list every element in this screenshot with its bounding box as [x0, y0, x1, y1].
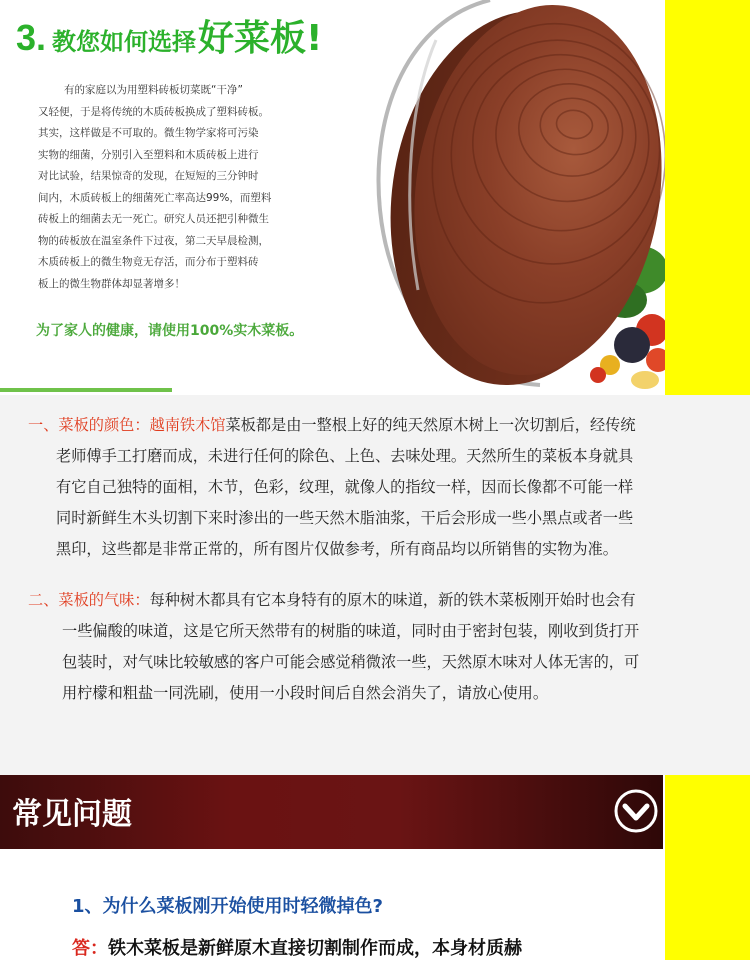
- color-note: [28, 410, 743, 565]
- intro-line: 有的家庭以为用塑料砖板切菜既“干净”: [64, 84, 243, 96]
- smell-note: [28, 585, 743, 709]
- chevron-down-circle-icon[interactable]: [612, 787, 660, 835]
- section-heading: [16, 10, 322, 60]
- heading-text: 教您如何选择: [52, 28, 197, 56]
- faq-question: 1、为什么菜板刚开始使用时轻微掉色?: [72, 896, 383, 917]
- note-line: 同时新鲜生木头切割下来时渗出的一些天然木脂油浆，干后会形成一些小黑点或者一些: [56, 509, 634, 527]
- color-note-label: 一、菜板的颜色：越南铁木馆: [28, 416, 226, 434]
- yellow-side-strip-bottom: [665, 775, 750, 960]
- intro-paragraph: [38, 80, 308, 295]
- intro-line: 木质砖板上的微生物竟无存活，而分布于塑料砖: [38, 256, 259, 268]
- note-line: 有它自己独特的面相，木节，色彩，纹理，就像人的指纹一样，因而长像都不可能一样: [56, 478, 634, 496]
- intro-line: 对比试验，结果惊奇的发现，在短短的三分钟时: [38, 170, 259, 182]
- faq-answer-text: 铁木菜板是新鲜原木直接切割制作而成，本身材质赫: [108, 938, 522, 959]
- cutting-board-image: [340, 0, 665, 395]
- intro-line: 物的砖板放在温室条件下过夜，第二天早晨检测，: [38, 234, 269, 247]
- smell-note-label: 二、菜板的气味：: [28, 591, 150, 609]
- intro-line: 其实，这样做是不可取的。微生物学家将可污染: [38, 127, 259, 139]
- green-divider: [0, 388, 172, 392]
- product-notes: [0, 395, 750, 775]
- health-slogan: 为了家人的健康，请使用100%实木菜板。: [36, 323, 304, 339]
- note-line: 老师傅手工打磨而成，未进行任何的除色、上色、去味处理。天然所生的菜板本身就具: [56, 447, 634, 465]
- faq-title: 常见问题: [12, 797, 132, 832]
- faq-answer: [72, 934, 522, 960]
- faq-answer-label: 答：: [72, 938, 108, 959]
- note-line: 每种树木都具有它本身特有的原木的味道，新的铁木菜板刚开始时也会有: [149, 591, 636, 609]
- intro-line: 间内，木质砖板上的细菌死亡率高达99%，而塑料: [38, 191, 272, 204]
- note-line: 黑印，这些都是非常正常的，所有图片仅做参考，所有商品均以所销售的实物为准。: [56, 540, 618, 558]
- note-line: 用柠檬和粗盐一同洗刷，使用一小段时间后自然会消失了，请放心使用。: [62, 684, 548, 702]
- note-line: 一些偏酸的味道，这是它所天然带有的树脂的味道，同时由于密封包装，刚收到货打开: [62, 622, 640, 640]
- yellow-side-strip-top: [665, 0, 750, 395]
- note-line: 包装时，对气味比较敏感的客户可能会感觉稍微浓一些，天然原木味对人体无害的，可: [62, 653, 640, 671]
- intro-line: 板上的微生物群体却显著增多！: [38, 277, 185, 290]
- intro-line: 砖板上的细菌去无一死亡。研究人员还把引种微生: [38, 213, 269, 225]
- intro-line: 又轻便，于是将传统的木质砖板换成了塑料砖板。: [38, 105, 269, 118]
- intro-line: 实物的细菌，分别引入至塑料和木质砖板上进行: [38, 148, 259, 161]
- heading-number: 3.: [16, 17, 47, 58]
- note-line: 菜板都是由一整根上好的纯天然原木树上一次切割后，经传统: [225, 416, 636, 434]
- faq-header: [0, 775, 663, 849]
- product-intro-panel: [0, 0, 665, 395]
- heading-emphasis: 好菜板!: [198, 18, 323, 59]
